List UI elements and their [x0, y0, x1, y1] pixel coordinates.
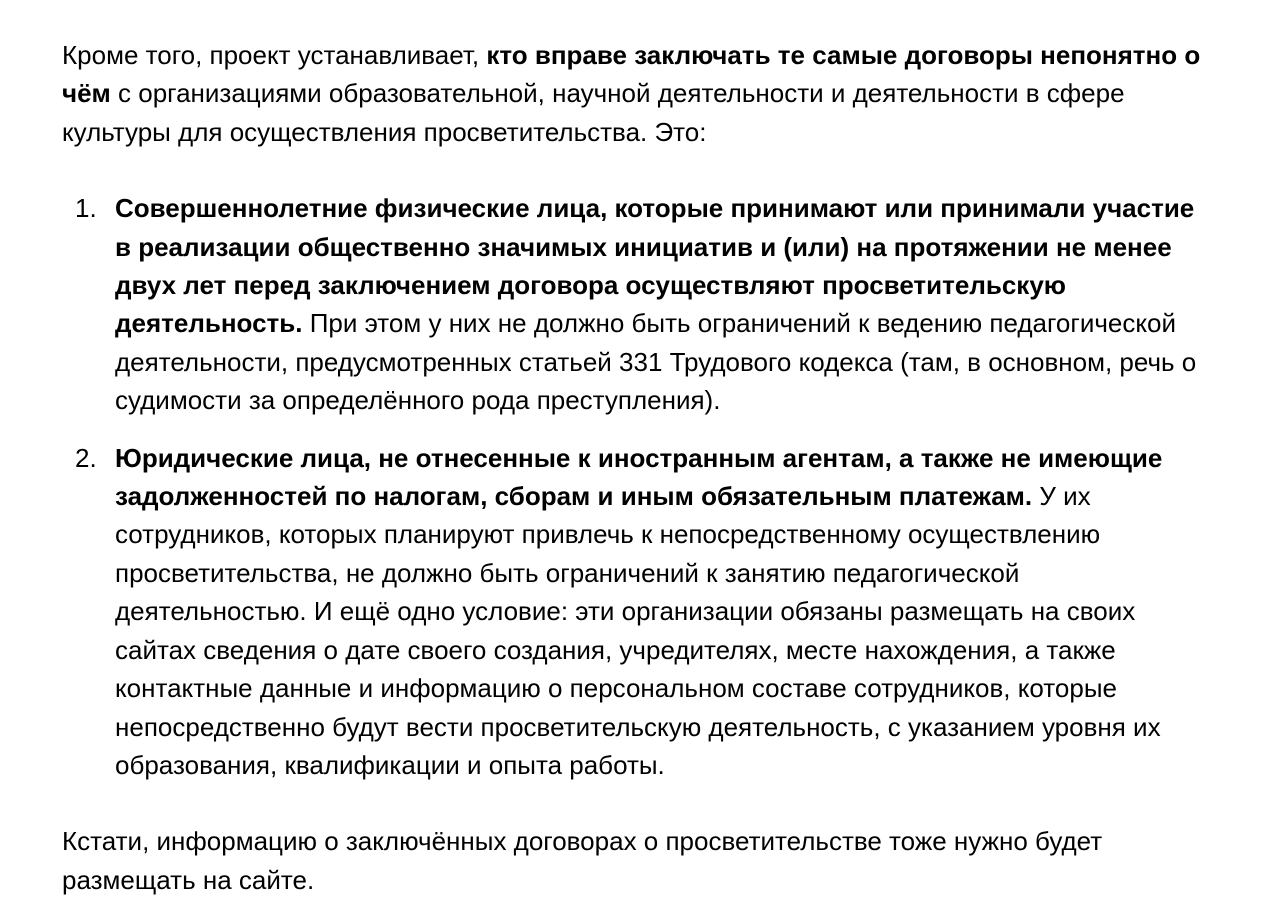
list-item-text: При этом у них не должно быть ограничений к ведению педагогической деятельности, предусмотренных статьей 331 Трудового кодекса (там, в основном, речь о судимости за определённого рода преступления). — [115, 308, 1197, 416]
list-item-number: 1. — [75, 193, 97, 224]
list-item-bold: Совершеннолетние физические лица, которые принимают или принимали участие в реализации общественно значимых инициатив и (или) на протяжении не менее двух лет перед заключением договора осуществляют просветительскую деятельность. — [115, 193, 1195, 339]
list-item-text: У их сотрудников, которых планируют привлечь к непосредственному осуществлению просветительства, не должно быть ограничений к занятию педагогической деятельностью. И ещё одно условие: эти организации обязаны размещать на своих сайтах сведения о дате своего создания, учредителях, месте нахождения, а также контактные данные и информацию о персональном составе сотрудников, которые непосредственно будут вести просветительскую деятельность, с указанием уровня их образования, квалификации и опыта работы. — [115, 481, 1161, 780]
intro-text-end: с организациями образовательной, научной деятельности и деятельности в сфере культуры для осуществления просветительства. Это: — [62, 78, 1125, 147]
intro-text-bold: кто вправе заключать те самые договоры непонятно о чём — [62, 40, 1201, 109]
intro-paragraph — [62, 36, 1212, 151]
intro-text-start: Кроме того, проект устанавливает, — [62, 40, 487, 70]
list-item — [75, 189, 1212, 419]
list-item-number: 2. — [75, 442, 97, 473]
outro-paragraph: Кстати, информацию о заключённых договорах о просветительстве тоже нужно будет размещать на сайте. — [62, 826, 1103, 895]
list-item-bold: Юридические лица, не отнесенные к иностранным агентам, а также не имеющие задолженностей по налогам, сборам и иным обязательным платежам. — [115, 442, 1163, 512]
list-item — [75, 439, 1212, 785]
article-body — [62, 36, 1212, 899]
conditions-list — [62, 189, 1212, 784]
